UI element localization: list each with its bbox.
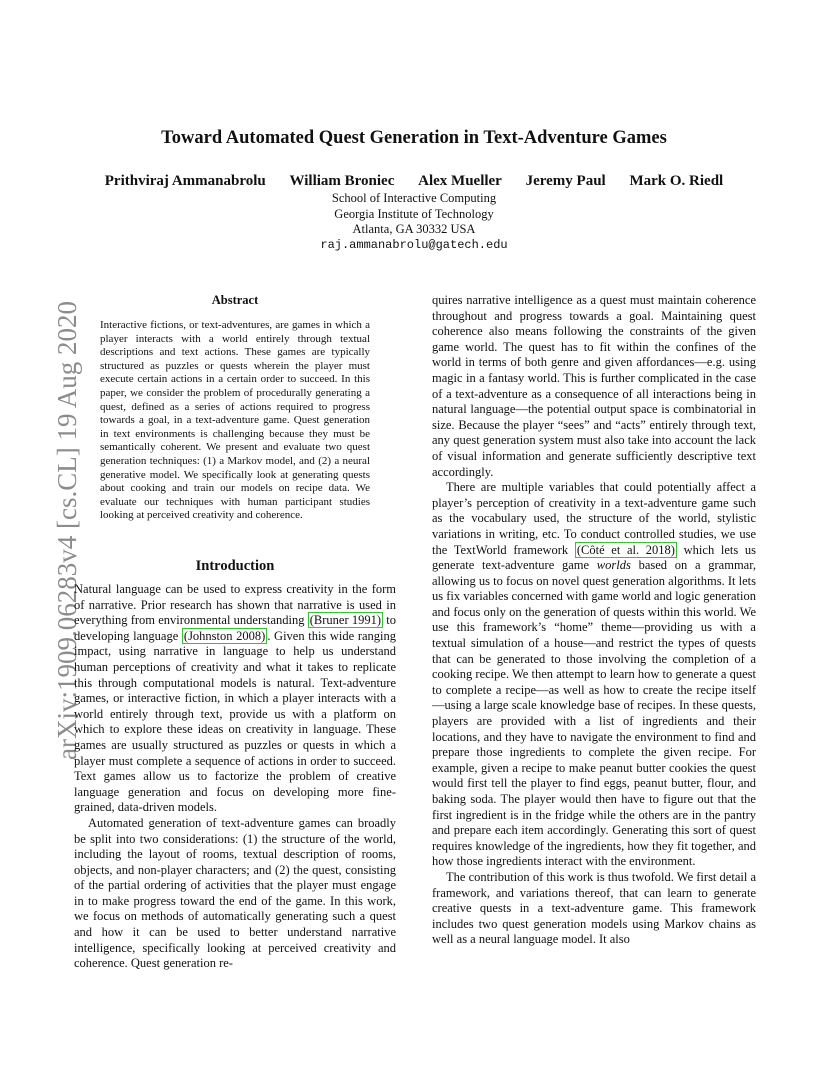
author-email: raj.ammanabrolu@gatech.edu [320,237,508,252]
paragraph: quires narrative intelligence as a quest must maintain coherence throughout and progress towards a goal. Maintaining quest coherence also means following the constraints of the given game world. The quest has to fit within the confines of the world in terms of both genre and given affordances—e.g. using magic in a fantasy world. This is further complicated in the case of a text-adventure as a consequence of all interactions being in natural language—the potential output space is combinatorial in size. Because the player “sees” and “acts” entirely through text, any quest generation system must also take into account the lack of visual information and generate sufficiently descriptive text accordingly. [432,293,756,479]
paragraph: The contribution of this work is thus twofold. We first detail a framework, and variations thereof, that can learn to generate creative quests in a text-adventure game. This framework includes two quest generation models using Markov chains as well as a neural language model. It also [432,869,756,947]
author-name: Prithviraj Ammanabrolu [104,173,266,189]
author-list [0,173,828,190]
paragraph: There are multiple variables that could potentially affect a player’s perception of creativity in a text-adventure game such as the vocabulary used, the structure of the world, stylistic variations in writing, etc. To conduct controlled studies, we use the TextWorld framework (Côté et al. 2018) which lets us generate text-adventure game worlds based on a grammar, allowing us to focus on novel quest generation algorithms. It lets us fix variables concerned with game world and logic generation and focus only on the generation of quests within this world. We use this framework’s “home” theme—providing us with a textual simulation of a house—and restrict the types of quests that can be generated to those involving the completion of a cooking recipe. We then attempt to learn how to generate a quest to complete a recipe—as well as how to create the recipe itself—using a large scale knowledge base of recipes. In these quests, players are provided with a list of ingredients and their locations, and they have to navigate the environment to find and prepare those ingredients to complete the given recipe. For example, given a recipe to make peanut butter cookies the quest would first tell the player to find eggs, peanut butter, flour, and baking soda. The player would then have to figure out that the first ingredient is in the fridge while the others are in the pantry and prepare each item accordingly. Generating this sort of quest requires knowledge of the ingredients, how they fit together, and how those ingredients interact with the environment. [432,480,756,869]
abstract-heading: Abstract [211,293,259,307]
affiliation-block [0,191,828,253]
abstract-text: Interactive fictions, or text-adventures, are games in which a player interacts with a world entirely through textual descriptions and text actions. These games are typically structured as puzzles or quests wherein the player must execute certain actions in a certain order to succeed. In this paper, we consider the problem of procedurally generating a quest, defined as a series of actions required to progress towards a goal, in a text-adventure game. Quest generation in text environments is challenging because they must be semantically coherent. We present and evaluate two quest generation techniques: (1) a Markov model, and (2) a neural generative model. We specifically look at generating quests about cooking and train our models on recipe data. We evaluate our techniques with human participant studies looking at perceived creativity and coherence. [100,319,370,522]
affiliation-line: Georgia Institute of Technology [334,206,494,221]
arxiv-stamp [6,282,82,762]
citation-link[interactable]: (Côté et al. 2018) [576,542,675,557]
citation-link[interactable]: (Johnston 2008) [183,628,266,643]
paper-title: Toward Automated Quest Generation in Text-Adventure Games [161,128,667,148]
author-name: Jeremy Paul [525,173,606,189]
author-name: William Broniec [289,173,395,189]
paragraph: Natural language can be used to express creativity in the form of narrative. Prior research has shown that narrative is used in everything from environmental understanding (Bruner 1991) to developing language (Johnston 2008) . Given this wide ranging impact, using narrative in language to help us understand human perceptions of creativity and what it takes to replicate this through computational models is natural. Text-adventure games, or interactive fiction, in which a player interacts with a world entirely through text, provide us with a platform on which to explore these ideas on creativity in language. These games are usually structured as puzzles or quests in which a player must complete a sequence of actions in order to succeed. Text games allow us to factorize the problem of creative language generation and focus on developing more fine-grained, data-driven models. [74,582,397,815]
author-name: Alex Mueller [418,173,502,189]
author-name: Mark O. Riedl [629,173,724,189]
paragraph: Automated generation of text-adventure games can broadly be split into two considerations: (1) the structure of the world, including the layout of rooms, textual description of rooms, objects, and non-player characters; and (2) the quest, consisting of the partial ordering of activities that the player must engage in to make progress toward the end of the game. In this work, we focus on methods of automatically generating such a quest and how it can be used to better understand narrative intelligence, specifically looking at perceived creativity and coherence. Quest generation re- [74,815,396,971]
right-column [432,293,756,948]
arxiv-stamp-text: arXiv:1909.06283v4 [cs.CL] 19 Aug 2020 [52,301,82,760]
citation-link[interactable]: (Bruner 1991) [309,613,382,628]
affiliation-line: School of Interactive Computing [331,191,497,205]
affiliation-line: Atlanta, GA 30332 USA [352,222,476,236]
introduction-heading: Introduction [195,558,275,574]
left-column [74,582,396,972]
